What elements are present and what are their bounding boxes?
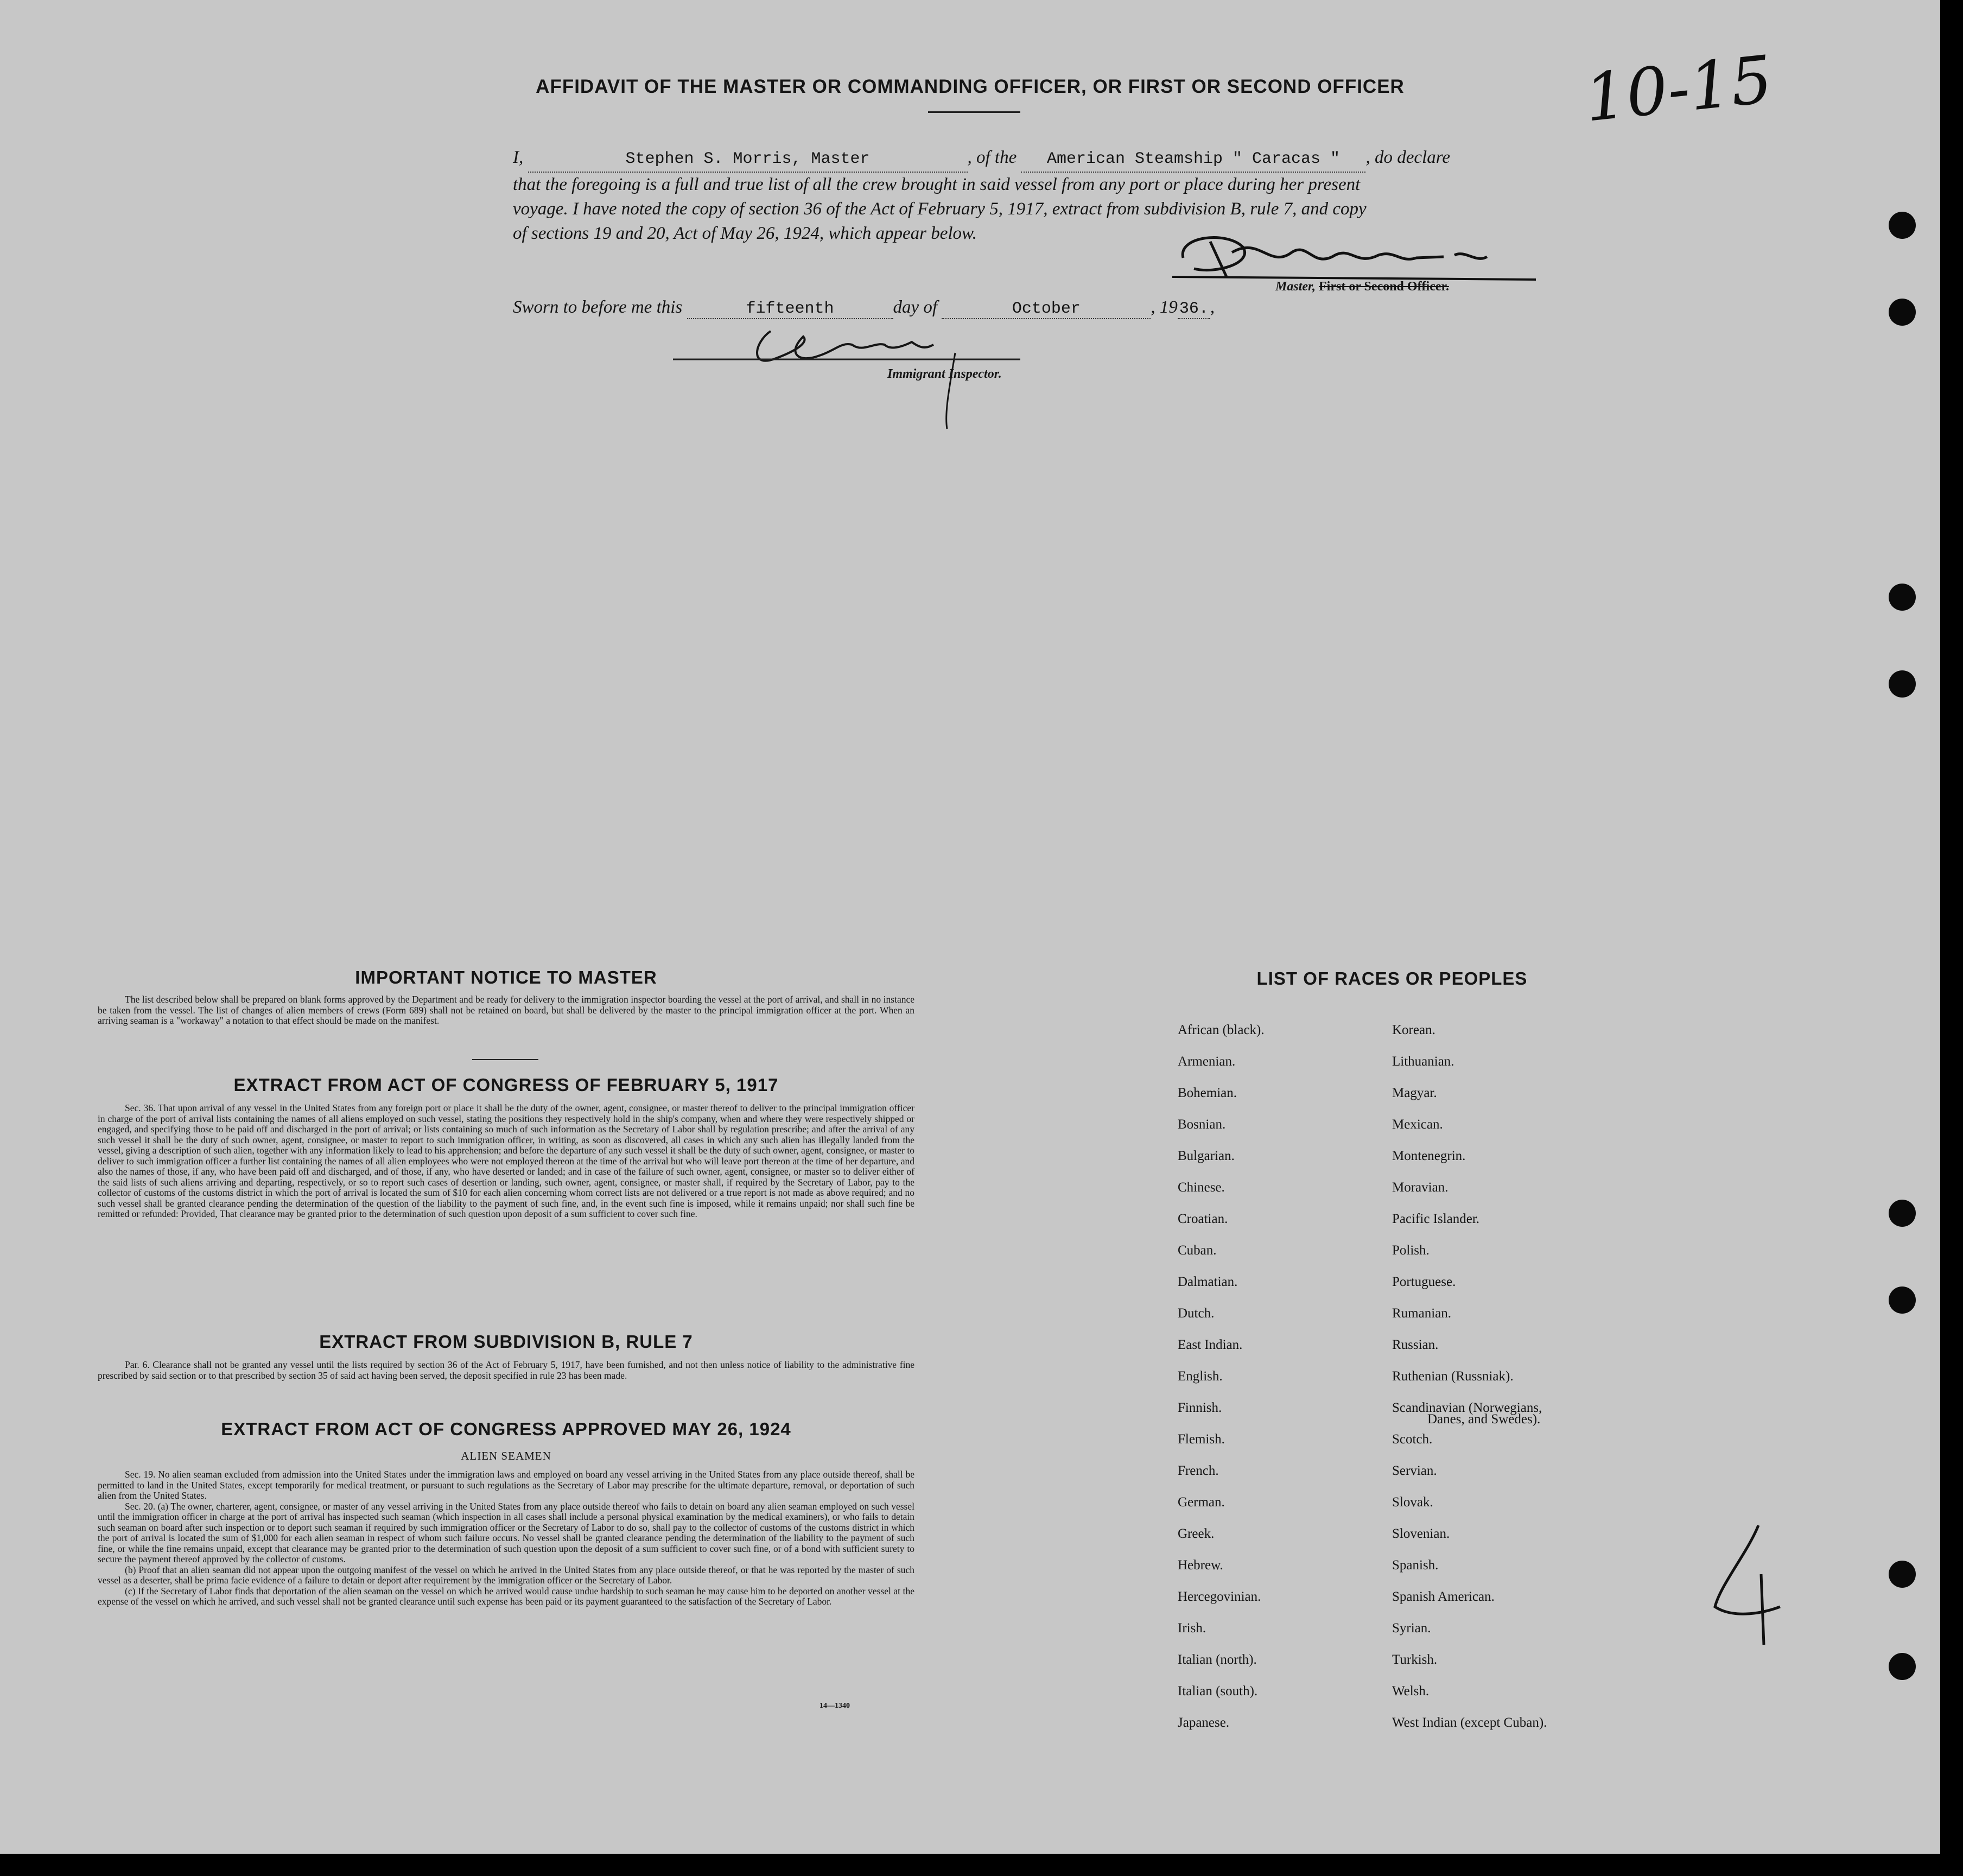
- race-item: Dutch.: [1178, 1306, 1215, 1321]
- sec-20a: Sec. 20. (a) The owner, charterer, agent, consignee, or master of any vessel arriving in the United States from any place outside thereof who fails to detain on board any alien seaman employed on such vessel until the immigration officer in charge at the port of arrival has inspected such seaman (which inspection in all cases shall include a personal physical examination by the medical examiners), or who fails to detain such seaman on board after such inspection or to deport such seaman if required by such immigration officer or the Secretary of Labor to do so, shall pay to the collector of customs of the customs district in which the port of arrival is located the sum of $1,000 for each alien seaman in respect of whom such failure occurs. No vessel shall be granted clearance pending the determination of the liability to the payment of such fine, or while the fine remains unpaid, except that clearance may be granted prior to the determination of such question upon the deposit of a sum sufficient to cover such fine, or of a bond with sufficient surety to secure the payment thereof approved by the collector of customs.: [98, 1500, 914, 1564]
- extract-1924-text: [98, 1469, 914, 1607]
- binder-hole: [1889, 1200, 1916, 1227]
- race-item: Turkish.: [1392, 1652, 1438, 1667]
- races-right-column: [1392, 1023, 1547, 1747]
- race-item: Montenegrin.: [1392, 1149, 1466, 1163]
- race-item: Bulgarian.: [1178, 1149, 1235, 1163]
- race-item: Italian (south).: [1178, 1684, 1258, 1698]
- title-divider: [928, 111, 1020, 113]
- notice-divider: [472, 1059, 538, 1060]
- affidavit-title: AFFIDAVIT OF THE MASTER OR COMMANDING OFFICER, OR FIRST OR SECOND OFFICER: [536, 76, 1405, 97]
- race-item: Flemish.: [1178, 1432, 1225, 1447]
- race-item: Servian.: [1392, 1463, 1437, 1478]
- sec-19: Sec. 19. No alien seaman excluded from admission into the United States under the immigration laws and employed on board any vessel arriving in the United States from any place outside thereof, shall be permitted to land in the United States, except temporarily for medical treatment, or pursuant to such regulations as the Secretary of Labor may prescribe for the ultimate departure, removal, or deportation of such alien from the United States.: [98, 1469, 914, 1501]
- race-item: Moravian.: [1392, 1180, 1449, 1195]
- notice-title: IMPORTANT NOTICE TO MASTER: [355, 967, 657, 987]
- inspector-caption: Immigrant Inspector.: [887, 367, 1002, 381]
- handwritten-margin-mark: [1704, 1520, 1786, 1650]
- race-item: Slovenian.: [1392, 1526, 1450, 1541]
- declaration-line-3: voyage. I have noted the copy of section 36 of the Act of February 5, 1917, extract from subdivision B, rule 7, and copy: [513, 199, 1367, 219]
- race-item: Italian (north).: [1178, 1652, 1257, 1667]
- race-item: East Indian.: [1178, 1338, 1243, 1352]
- extract-1917-title: EXTRACT FROM ACT OF CONGRESS OF FEBRUARY 5, 1917: [233, 1075, 779, 1095]
- race-item: Russian.: [1392, 1338, 1439, 1352]
- extract-rule7-text: Par. 6. Clearance shall not be granted any vessel until the lists required by section 36 of the Act of February 5, 1917, have been furnished, and not then unless notice of liability to the administrative fine prescribed by said section or to that prescribed by section 35 of said act having been served, the deposit specified in rule 23 has been made.: [98, 1359, 914, 1381]
- form-number: 14—1340: [819, 1702, 850, 1710]
- race-item: Cuban.: [1178, 1243, 1217, 1258]
- sec-20c: (c) If the Secretary of Labor finds that deportation of the alien seaman on the vessel on which he arrived would cause undue hardship to such seaman he may cause him to be deported on another vessel at the expense of the vessel on which he arrived, and such vessel shall not be granted clearance until such expense has been paid or its payment guaranteed to the satisfaction of the Secretary of Labor.: [98, 1585, 914, 1607]
- race-item: Irish.: [1178, 1621, 1206, 1636]
- race-item: Japanese.: [1178, 1715, 1230, 1730]
- race-item-continuation: Danes, and Swedes).: [1427, 1412, 1541, 1427]
- race-item: Hebrew.: [1178, 1558, 1223, 1573]
- race-item: Croatian.: [1178, 1212, 1228, 1226]
- race-item: African (black).: [1178, 1023, 1265, 1037]
- alien-seamen-subtitle: ALIEN SEAMEN: [461, 1449, 551, 1462]
- race-item: Mexican.: [1392, 1117, 1443, 1132]
- race-item: West Indian (except Cuban).: [1392, 1715, 1547, 1730]
- race-item: Rumanian.: [1392, 1306, 1452, 1321]
- handwritten-page-number: 10-15: [1581, 42, 1776, 137]
- vessel-name-field: American Steamship " Caracas ": [1021, 147, 1365, 173]
- race-item: Welsh.: [1392, 1684, 1430, 1698]
- race-item: German.: [1178, 1495, 1225, 1510]
- race-item: Portuguese.: [1392, 1275, 1456, 1289]
- race-item: English.: [1178, 1369, 1223, 1384]
- binder-hole: [1889, 670, 1916, 698]
- race-item: Polish.: [1392, 1243, 1430, 1258]
- race-item: Scotch.: [1392, 1432, 1433, 1447]
- binder-hole: [1889, 1561, 1916, 1588]
- binder-hole: [1889, 212, 1916, 239]
- race-item: Scandinavian (Norwegians,: [1392, 1400, 1542, 1415]
- races-title: LIST OF RACES OR PEOPLES: [1256, 968, 1528, 988]
- race-item: Greek.: [1178, 1526, 1215, 1541]
- sworn-day-field: fifteenth: [687, 300, 893, 319]
- race-item: Lithuanian.: [1392, 1054, 1454, 1069]
- race-item: Spanish.: [1392, 1558, 1439, 1573]
- extract-1924-title: EXTRACT FROM ACT OF CONGRESS APPROVED MAY 26, 1924: [221, 1419, 791, 1439]
- race-item: Dalmatian.: [1178, 1275, 1238, 1289]
- binder-hole: [1889, 584, 1916, 611]
- race-item: Pacific Islander.: [1392, 1212, 1480, 1226]
- sworn-year-field: 36.: [1178, 300, 1210, 319]
- sworn-line: Sworn to before me this fifteenth day of October , 1936.,: [513, 297, 1215, 318]
- signature-caption: Master, First or Second Officer.: [1275, 280, 1449, 294]
- race-item: Slovak.: [1392, 1495, 1433, 1510]
- declaration-line-2: that the foregoing is a full and true list of all the crew brought in said vessel from any port or place during her present: [513, 175, 1361, 194]
- sec-20b: (b) Proof that an alien seaman did not appear upon the outgoing manifest of the vessel on which he arrived in the United States from any place outside thereof, or that he was reported by the master of such vessel as a deserter, shall be prima facie evidence of a failure to detain or deport after requirement by the immigration officer or the Secretary of Labor.: [98, 1564, 914, 1586]
- race-item: Finnish.: [1178, 1400, 1222, 1415]
- binder-hole: [1889, 299, 1916, 326]
- extract-rule7-title: EXTRACT FROM SUBDIVISION B, RULE 7: [319, 1332, 693, 1352]
- race-item: Chinese.: [1178, 1180, 1225, 1195]
- extract-1917-text: Sec. 36. That upon arrival of any vessel in the United States from any foreign port or place it shall be the duty of the owner, agent, consignee, or master thereof to deliver to the principal immigration officer in charge of the port of arrival lists containing the names of all aliens employed on such vessel, stating the positions they respectively hold in the ship's company, when and where they were respectively shipped or engaged, and specifying those to be paid off and discharged in the port of arrival; or lists containing so much of such information as the Secretary of Labor shall by regulation prescribe; and after the arrival of any such vessel it shall be the duty of such owner, agent, consignee, or master to report to such immigration officer, in writing, as soon as discovered, all cases in which any such alien has illegally landed from the vessel, giving a description of such alien, together with any information likely to lead to his apprehension; and before the departure of any such vessel it shall be the duty of such owner, agent, consignee, or master to deliver to such immigration officer a further list containing the names of all alien employees who were not employed thereon at the time of the arrival but who will leave port thereon at the time of her departure, and also the names of those, if any, who have been paid off and discharged, and of those, if any, who have deserted or landed; and in case of the failure of such owner, agent, consignee, or master so to deliver either of the said lists of such aliens arriving and departing, respectively, or so to report such cases of desertion or landing, such owner, agent, consignee, or master shall, if required by the Secretary of Labor, pay to the collector of customs of the customs district in which the port of arrival is located the sum of $10 for each alien concerning whom correct lists are not delivered or a true report is not made as above required; and no such vessel shall be granted clearance pending the determination of the question of the liability to the payment of such fine, and, in the event such fine is imposed, while it remains unpaid; nor shall such fine be remitted or refunded: Provided, That clearance may be granted prior to the determination of such question upon deposit of a sum sufficient to cover such fine.: [98, 1102, 914, 1219]
- binder-hole: [1889, 1653, 1916, 1680]
- race-item: Spanish American.: [1392, 1589, 1495, 1604]
- race-item: Bohemian.: [1178, 1086, 1237, 1100]
- race-item: Bosnian.: [1178, 1117, 1226, 1132]
- master-name-field: Stephen S. Morris, Master: [528, 147, 968, 173]
- race-item: Syrian.: [1392, 1621, 1431, 1636]
- race-item: French.: [1178, 1463, 1219, 1478]
- races-left-column: [1178, 1023, 1265, 1747]
- race-item: Armenian.: [1178, 1054, 1236, 1069]
- race-item: Hercegovinian.: [1178, 1589, 1261, 1604]
- binder-hole: [1889, 1286, 1916, 1314]
- race-item: Korean.: [1392, 1023, 1435, 1037]
- race-item: Ruthenian (Russniak).: [1392, 1369, 1514, 1384]
- race-item: Magyar.: [1392, 1086, 1437, 1100]
- declaration-line-1: I, Stephen S. Morris, Master , of the American Steamship " Caracas " , do declare: [513, 145, 1522, 173]
- sworn-month-field: October: [942, 300, 1151, 319]
- notice-text: The list described below shall be prepared on blank forms approved by the Department and be ready for delivery to the immigration inspector boarding the vessel at the port of arrival, and shall in no instance be taken from the vessel. The list of changes of alien members of crews (Form 689) shall not be retained on board, but shall be delivered by the master to the principal immigration officer at the port. When an arriving seaman is a "workaway" a notation to that effect should be made on the manifest.: [98, 994, 914, 1026]
- declaration-line-4: of sections 19 and 20, Act of May 26, 1924, which appear below.: [513, 224, 977, 243]
